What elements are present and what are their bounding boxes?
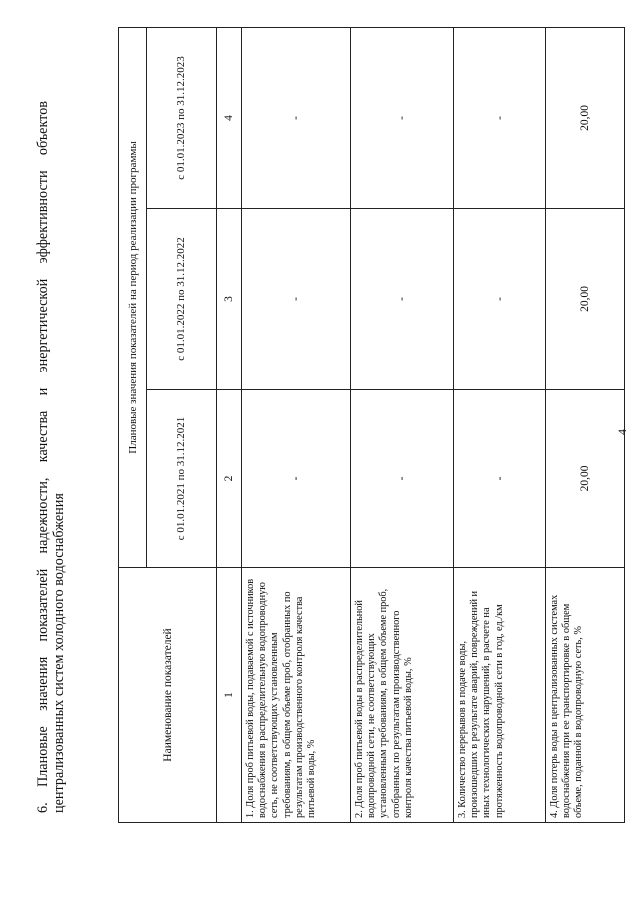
value-2022: - xyxy=(454,208,546,389)
column-number-2: 2 xyxy=(217,389,242,567)
header-period-2023: с 01.01.2023 по 31.12.2023 xyxy=(147,27,217,208)
section-heading xyxy=(35,101,67,813)
value-2021: - xyxy=(351,389,454,567)
header-row-group xyxy=(119,27,147,822)
column-number-4: 4 xyxy=(217,27,242,208)
value-2023: - xyxy=(351,27,454,208)
value-2023: - xyxy=(454,27,546,208)
indicator-name: 3. Количество перерывов в подаче воды, произошедших в результате аварий, повреждений и иных технологических нарушений, в расчете на протяженность водопроводной сети в год, ед./км xyxy=(454,567,546,822)
value-2022: - xyxy=(242,208,351,389)
indicator-name: 1. Доля проб питьевой воды, подаваемой с источников водоснабжения в распределительную водопроводную сеть, не соответствующих установленным требованиям, в общем объеме проб, отобранных по результатам производственного контроля качества питьевой воды, % xyxy=(242,567,351,822)
heading-line-2: централизованных систем холодного водоснабжения xyxy=(51,493,67,813)
column-number-1: 1 xyxy=(217,567,242,822)
header-indicator-name: Наименование показателей xyxy=(119,567,217,822)
indicator-name: 2. Доля проб питьевой воды в распределительной водопроводной сети, не соответствующих установленным требованиям, в общем объеме проб, отобранных по результатам производственного контроля качества питьевой воды, % xyxy=(351,567,454,822)
table-row xyxy=(242,27,351,822)
header-period-2021: с 01.01.2021 по 31.12.2021 xyxy=(147,389,217,567)
value-2021: 20,00 xyxy=(546,389,625,567)
header-planned-values: Плановые значения показателей на период реализации программы xyxy=(119,27,147,567)
value-2021: - xyxy=(242,389,351,567)
header-period-2022: с 01.01.2022 по 31.12.2022 xyxy=(147,208,217,389)
heading-line-1: 6. Плановые значения показателей надежности, качества и энергетической эффективности объектов xyxy=(35,101,51,813)
table-row xyxy=(351,27,454,822)
page-number: 4 xyxy=(615,429,629,435)
indicator-name: 4. Доля потерь воды в централизованных системах водоснабжения при ее транспортировке в общем объеме, поданной в водопроводную сеть, % xyxy=(546,567,625,822)
value-2023: - xyxy=(242,27,351,208)
table-row xyxy=(546,27,625,822)
column-number-3: 3 xyxy=(217,208,242,389)
indicators-table xyxy=(118,27,625,823)
value-2021: - xyxy=(454,389,546,567)
column-number-row xyxy=(217,27,242,822)
value-2023: 20,00 xyxy=(546,27,625,208)
value-2022: 20,00 xyxy=(546,208,625,389)
table-row xyxy=(454,27,546,822)
value-2022: - xyxy=(351,208,454,389)
